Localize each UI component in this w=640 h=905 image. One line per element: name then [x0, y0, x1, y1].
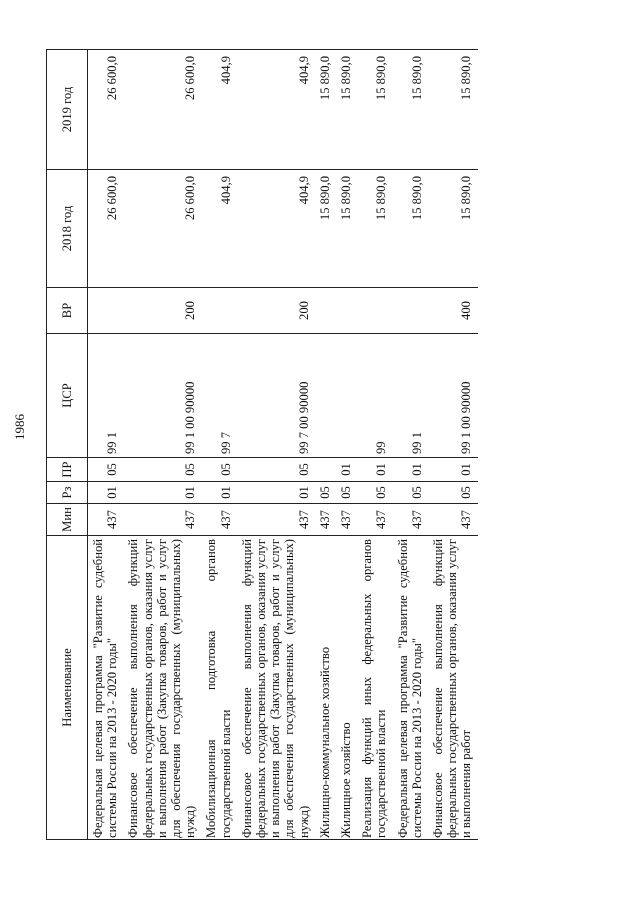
table-header-row — [47, 50, 88, 840]
cell-2019: 15 890,0 — [336, 50, 357, 170]
table-row — [201, 50, 236, 840]
cell-rz: 01 — [201, 482, 236, 504]
cell-rz: 01 — [237, 482, 315, 504]
cell-csr: 99 1 00 90000 — [123, 334, 201, 458]
cell-min: 437 — [315, 504, 336, 536]
cell-name: Федеральная целевая программа "Развитие судебной системы России на 2013 - 2020 годы" — [393, 536, 428, 840]
cell-pr: 01 — [336, 458, 357, 482]
cell-rz: 05 — [393, 482, 428, 504]
cell-pr: 05 — [237, 458, 315, 482]
cell-rz: 05 — [315, 482, 336, 504]
cell-csr: 99 1 — [393, 334, 428, 458]
cell-2019: 15 890,0 — [393, 50, 428, 170]
cell-2018: 15 890,0 — [315, 170, 336, 288]
cell-vr — [201, 288, 236, 334]
cell-2019: 404,9 — [237, 50, 315, 170]
table-row — [315, 50, 336, 840]
table-row — [88, 50, 124, 840]
cell-2018: 26 600,0 — [88, 170, 124, 288]
cell-pr: 05 — [201, 458, 236, 482]
cell-name: Реализация функций иных федеральных органов государственной власти — [357, 536, 392, 840]
cell-min: 437 — [357, 504, 392, 536]
cell-pr: 01 — [357, 458, 392, 482]
table-row — [357, 50, 392, 840]
cell-min: 437 — [88, 504, 124, 536]
cell-2019: 15 890,0 — [428, 50, 478, 170]
cell-min: 437 — [393, 504, 428, 536]
cell-vr — [88, 288, 124, 334]
cell-vr — [393, 288, 428, 334]
cell-min: 437 — [336, 504, 357, 536]
cell-min: 437 — [201, 504, 236, 536]
cell-2019: 15 890,0 — [357, 50, 392, 170]
cell-rz: 01 — [123, 482, 201, 504]
cell-2019: 26 600,0 — [123, 50, 201, 170]
cell-csr — [336, 334, 357, 458]
cell-2019: 26 600,0 — [88, 50, 124, 170]
cell-vr: 400 — [428, 288, 478, 334]
cell-2019: 404,9 — [201, 50, 236, 170]
cell-name: Федеральная целевая программа "Развитие судебной системы России на 2013 - 2020 годы" — [88, 536, 124, 840]
cell-vr: 200 — [123, 288, 201, 334]
cell-name: Мобилизационная подготовка органов государственной власти — [201, 536, 236, 840]
cell-rz: 01 — [88, 482, 124, 504]
header-rz: Рз — [47, 482, 88, 504]
header-2019: 2019 год — [47, 50, 88, 170]
cell-min: 437 — [237, 504, 315, 536]
header-csr: ЦСР — [47, 334, 88, 458]
cell-pr: 01 — [393, 458, 428, 482]
cell-2018: 404,9 — [237, 170, 315, 288]
cell-2018: 26 600,0 — [123, 170, 201, 288]
cell-name: Финансовое обеспечение выполнения функций федеральных государственных органов, оказания услуг и выполнения работ (Закупка товаров, работ и услуг для обеспечения государственных (муниципальных) нужд) — [237, 536, 315, 840]
cell-csr: 99 7 00 90000 — [237, 334, 315, 458]
cell-rz: 05 — [336, 482, 357, 504]
cell-2018: 15 890,0 — [428, 170, 478, 288]
cell-pr: 05 — [88, 458, 124, 482]
cell-2018: 15 890,0 — [336, 170, 357, 288]
header-2018: 2018 год — [47, 170, 88, 288]
page-number: 1986 — [12, 414, 27, 440]
cell-csr: 99 7 — [201, 334, 236, 458]
cell-min: 437 — [123, 504, 201, 536]
cell-csr: 99 1 — [88, 334, 124, 458]
cell-2018: 15 890,0 — [357, 170, 392, 288]
budget-table — [46, 49, 478, 840]
header-name: Наименование — [47, 536, 88, 840]
header-pr: ПР — [47, 458, 88, 482]
rotated-page-content — [46, 50, 478, 840]
cell-name: Финансовое обеспечение выполнения функций федеральных государственных органов, оказания услуг и выполнения работ — [428, 536, 478, 840]
cell-name: Жилищное хозяйство — [336, 536, 357, 840]
cell-pr: 05 — [123, 458, 201, 482]
cell-rz: 05 — [357, 482, 392, 504]
cell-csr: 99 — [357, 334, 392, 458]
cell-pr: 01 — [428, 458, 478, 482]
cell-name: Жилищно-коммунальное хозяйство — [315, 536, 336, 840]
cell-csr — [315, 334, 336, 458]
table-row — [237, 50, 315, 840]
table-row — [336, 50, 357, 840]
table-row — [123, 50, 201, 840]
header-min: Мин — [47, 504, 88, 536]
cell-2018: 15 890,0 — [393, 170, 428, 288]
cell-csr: 99 1 00 90000 — [428, 334, 478, 458]
table-row — [428, 50, 478, 840]
cell-min: 437 — [428, 504, 478, 536]
cell-2019: 15 890,0 — [315, 50, 336, 170]
header-vr: ВР — [47, 288, 88, 334]
cell-vr — [357, 288, 392, 334]
cell-2018: 404,9 — [201, 170, 236, 288]
cell-pr — [315, 458, 336, 482]
cell-vr — [336, 288, 357, 334]
cell-vr — [315, 288, 336, 334]
cell-name: Финансовое обеспечение выполнения функций федеральных государственных органов, оказания услуг и выполнения работ (Закупка товаров, работ и услуг для обеспечения государственных (муниципальных) нужд) — [123, 536, 201, 840]
cell-rz: 05 — [428, 482, 478, 504]
table-row — [393, 50, 428, 840]
cell-vr: 200 — [237, 288, 315, 334]
